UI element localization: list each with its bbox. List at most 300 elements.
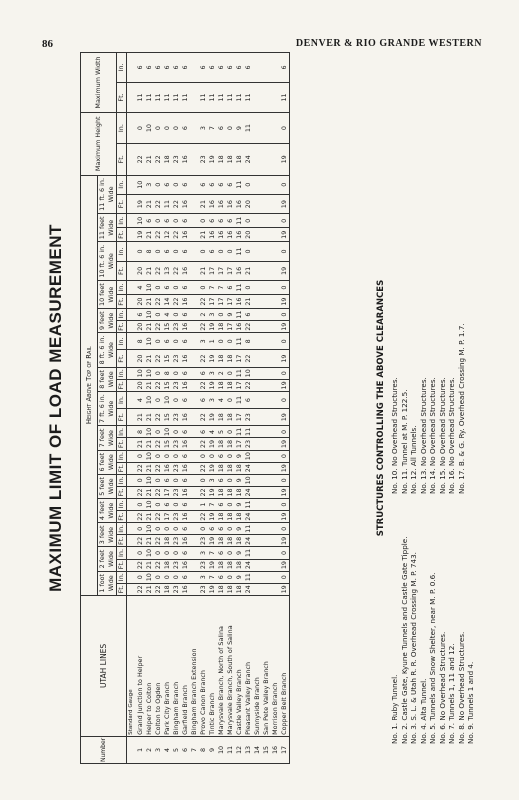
cell-ft: 19 — [208, 559, 217, 571]
cell-in: 6 — [181, 474, 190, 486]
structure-item: No. 8. No Overhead Structures. — [456, 631, 466, 744]
unit-in-header: In. — [117, 547, 127, 559]
cell-ft: 18 — [235, 511, 244, 523]
wide-label: Wide — [107, 400, 115, 417]
cell-in — [253, 499, 262, 511]
subheading-empty-cell — [127, 499, 137, 511]
cell-in: 6 — [163, 281, 172, 295]
cell-in: 10 — [145, 310, 153, 319]
cell-ft: 18 — [226, 438, 235, 450]
wide-label: Wide — [107, 551, 115, 568]
cell-ft: 22 — [154, 438, 163, 450]
height-column-header — [98, 367, 117, 391]
cell-in: 10 — [244, 369, 252, 378]
cell-in — [190, 309, 199, 321]
cell-in — [271, 333, 280, 350]
max-width-in: 6 — [244, 53, 253, 83]
cell-ft: 22 — [154, 194, 163, 213]
max-width-ft: 11 — [235, 82, 244, 112]
cell-ft: 16 — [226, 194, 235, 213]
cell-ft: 19 — [280, 462, 290, 474]
cell-ft: 18 — [217, 379, 226, 391]
row-number: 1 — [136, 736, 145, 763]
height-column-header — [98, 242, 117, 281]
max-width-in: 6 — [208, 53, 217, 83]
cell-ft: 21 — [136, 409, 145, 426]
cell-in — [271, 242, 280, 261]
subheading-empty-cell — [127, 535, 137, 547]
cell-in: 11 — [235, 391, 244, 408]
cell-ft — [253, 350, 262, 367]
cell-ft: 18 — [235, 559, 244, 571]
cell-ft — [190, 535, 199, 547]
table-row — [163, 53, 172, 764]
cell-ft — [271, 583, 280, 595]
cell-ft: 16 — [181, 535, 190, 547]
max-width-header: Maximum Width — [81, 53, 117, 113]
row-line-name: Helper to Colton — [145, 595, 154, 736]
cell-ft — [262, 295, 271, 309]
cell-in — [190, 333, 199, 350]
cell-ft — [253, 583, 262, 595]
wide-label: Wide — [107, 186, 115, 203]
cell-ft: 23 — [199, 583, 208, 595]
cell-in: 0 — [226, 571, 235, 583]
cell-ft: 22 — [199, 379, 208, 391]
cell-ft: 18 — [217, 409, 226, 426]
cell-ft: 22 — [199, 350, 208, 367]
standard-gauge-label: Standard Gauge — [127, 595, 137, 736]
cell-ft: 17 — [217, 295, 226, 309]
cell-in — [190, 474, 199, 486]
cell-in: 4 — [136, 391, 145, 408]
cell-in — [253, 175, 262, 194]
cell-ft: 16 — [208, 194, 217, 213]
cell-in: 6 — [217, 214, 226, 228]
cell-in: 9 — [235, 571, 244, 583]
cell-ft: 22 — [154, 535, 163, 547]
cell-in: 0 — [280, 523, 290, 535]
table-row — [253, 53, 262, 764]
max-width-ft — [253, 82, 262, 112]
cell-ft: 22 — [136, 511, 145, 523]
cell-ft: 21 — [145, 486, 154, 498]
cell-ft: 22 — [154, 583, 163, 595]
cell-in: 9 — [235, 474, 244, 486]
max-height-ft: 16 — [181, 144, 190, 175]
cell-ft — [253, 295, 262, 309]
cell-ft: 21 — [145, 194, 154, 213]
cell-ft: 19 — [208, 511, 217, 523]
structure-item: No. 6. No Overhead Structures. — [437, 631, 447, 744]
row-line-name: San Pete Valley Branch — [262, 595, 271, 736]
cell-ft: 18 — [235, 486, 244, 498]
unit-in-header: In. — [117, 175, 127, 194]
row-number: 5 — [172, 736, 181, 763]
cell-ft: 18 — [226, 511, 235, 523]
cell-in: 0 — [172, 333, 181, 350]
height-column-header — [98, 391, 117, 425]
cell-in: 6 — [163, 333, 172, 350]
cell-ft: 21 — [136, 438, 145, 450]
cell-ft: 16 — [217, 228, 226, 242]
wide-label: Wide — [107, 286, 115, 303]
cell-in: 6 — [217, 175, 226, 194]
cell-in: 6 — [217, 523, 226, 535]
structure-item: No. 2. Castle Gate, Kyune Tunnels and Castle Gate Tipple. — [399, 536, 409, 744]
cell-ft: 21 — [145, 511, 154, 523]
cell-in: 0 — [226, 391, 235, 408]
unit-ft-header: Ft. — [117, 488, 125, 497]
cell-in: 7 — [208, 499, 217, 511]
cell-in: 11 — [244, 548, 252, 558]
cell-in: 0 — [172, 450, 181, 462]
row-number: 12 — [235, 736, 244, 763]
max-height-in — [262, 113, 271, 144]
cell-in: 0 — [226, 333, 235, 350]
structure-item: No. 9. Tunnels 1 and 4. — [466, 661, 475, 744]
table-row — [172, 53, 181, 764]
cell-ft: 20 — [136, 261, 145, 280]
cell-in: 0 — [172, 175, 181, 194]
cell-ft: 22 — [136, 462, 145, 474]
cell-ft: 18 — [226, 559, 235, 571]
cell-in — [190, 499, 199, 511]
cell-ft: 17 — [208, 295, 217, 309]
cell-ft: 18 — [226, 486, 235, 498]
cell-ft — [253, 228, 262, 242]
cell-in: 4 — [217, 391, 226, 408]
cell-ft — [190, 559, 199, 571]
cell-in — [271, 175, 280, 194]
height-label: 4 feet — [98, 501, 106, 520]
cell-ft: 24 — [244, 583, 253, 595]
cell-in: 6 — [217, 450, 226, 462]
unit-in-header: In. — [117, 499, 127, 511]
max-width-ft: 11 — [154, 82, 163, 112]
cell-in: 0 — [154, 242, 163, 261]
height-column-header — [98, 499, 117, 523]
cell-in: 0 — [154, 571, 163, 583]
cell-in: 0 — [199, 214, 208, 228]
cell-ft — [253, 438, 262, 450]
cell-ft: 21 — [145, 350, 154, 367]
max-width-in: 6 — [154, 53, 163, 83]
cell-in: 0 — [154, 309, 163, 321]
max-width-ft — [190, 82, 199, 112]
cell-in: 0 — [163, 450, 172, 462]
cell-in — [262, 450, 271, 462]
cell-ft: 13 — [163, 261, 172, 280]
max-height-ft: 23 — [199, 144, 208, 175]
cell-ft: 18 — [217, 486, 226, 498]
cell-ft: 22 — [199, 409, 208, 426]
cell-in: 0 — [172, 242, 181, 261]
cell-ft — [190, 583, 199, 595]
unit-ft-header: Ft. — [117, 381, 125, 390]
cell-in: 6 — [199, 367, 208, 379]
cell-ft: 18 — [217, 583, 226, 595]
cell-in: 0 — [172, 426, 181, 438]
cell-in: 0 — [154, 214, 163, 228]
cell-ft: 19 — [208, 535, 217, 547]
height-column-header — [98, 571, 117, 595]
wide-label: Wide — [107, 502, 115, 519]
unit-ft-header: Ft. — [117, 350, 127, 367]
cell-in: 8 — [163, 367, 172, 379]
max-height-ft: 19 — [208, 144, 217, 175]
max-width-ft: 11 — [199, 82, 208, 112]
cell-ft: 16 — [235, 261, 244, 280]
cell-ft — [190, 194, 199, 213]
cell-in: 6 — [181, 242, 190, 261]
cell-ft: 24 — [244, 535, 253, 547]
height-column-header — [98, 309, 117, 333]
cell-in: 0 — [172, 571, 181, 583]
cell-in: 0 — [163, 547, 172, 559]
cell-ft: 19 — [208, 486, 217, 498]
cell-ft: 16 — [235, 194, 244, 213]
cell-in — [190, 391, 199, 408]
cell-ft: 22 — [244, 350, 253, 367]
cell-in: 6 — [208, 523, 217, 535]
cell-in: 11 — [244, 500, 252, 509]
cell-ft: 15 — [163, 438, 172, 450]
cell-ft: 21 — [145, 535, 154, 547]
wide-label: Wide — [107, 342, 115, 358]
cell-in: 0 — [226, 523, 235, 535]
cell-ft — [190, 409, 199, 426]
cell-ft: 17 — [163, 511, 172, 523]
cell-ft: 22 — [172, 228, 181, 242]
cell-in: 6 — [163, 474, 172, 486]
max-width-in: 6 — [181, 53, 190, 83]
cell-ft: 22 — [199, 511, 208, 523]
cell-ft: 22 — [199, 438, 208, 450]
cell-in: 6 — [244, 391, 253, 408]
cell-in — [253, 333, 262, 350]
row-line-name: Park City Branch — [163, 595, 172, 736]
cell-in: 11 — [235, 214, 244, 228]
max-width-in — [190, 53, 199, 83]
max-width-in: 6 — [163, 53, 172, 83]
cell-in — [262, 333, 271, 350]
cell-in — [253, 214, 262, 228]
cell-in: 0 — [172, 523, 181, 535]
cell-in: 0 — [226, 242, 235, 261]
cell-ft: 16 — [235, 321, 244, 333]
cell-ft — [271, 379, 280, 391]
cell-in: 0 — [136, 450, 145, 462]
cell-in: 0 — [280, 499, 290, 511]
cell-in — [271, 391, 280, 408]
cell-in: 0 — [226, 450, 235, 462]
cell-in: 6 — [163, 175, 172, 194]
cell-in: 0 — [172, 391, 181, 408]
cell-ft — [253, 535, 262, 547]
cell-ft: 18 — [217, 350, 226, 367]
cell-in: 11 — [235, 427, 243, 436]
cell-ft: 19 — [280, 583, 290, 595]
cell-in: 8 — [145, 242, 154, 261]
cell-ft: 21 — [145, 321, 154, 333]
structures-column-2 — [390, 264, 476, 494]
table-row — [181, 53, 190, 764]
cell-in — [271, 426, 280, 438]
cell-in: 0 — [154, 333, 163, 350]
row-number: 9 — [208, 736, 217, 763]
cell-in: 10 — [163, 391, 172, 408]
cell-ft: 22 — [172, 295, 181, 309]
cell-in: 0 — [280, 474, 290, 486]
height-label: 7 ft. 6 in. — [98, 394, 106, 424]
subheading-empty-cell — [127, 391, 137, 408]
cell-ft — [190, 438, 199, 450]
cell-ft: 22 — [154, 486, 163, 498]
cell-ft: 21 — [244, 295, 253, 309]
cell-in: 0 — [280, 242, 290, 261]
cell-ft: 21 — [145, 261, 154, 280]
unit-in-header: In. — [117, 523, 127, 535]
subheading-empty-cell — [127, 350, 137, 367]
cell-ft: 19 — [208, 583, 217, 595]
max-width-ft: 11 — [172, 82, 181, 112]
row-number: 11 — [226, 736, 235, 763]
cell-in: 0 — [280, 175, 290, 194]
structure-item: No. 4. Alta Tunnel. — [418, 678, 428, 744]
cell-in: 6 — [199, 391, 208, 408]
cell-ft — [262, 535, 271, 547]
cell-ft — [271, 321, 280, 333]
subheading-empty-cell — [127, 474, 137, 486]
cell-ft: 16 — [217, 194, 226, 213]
unit-ft-header: Ft. — [117, 322, 125, 331]
cell-in — [253, 367, 262, 379]
cell-ft: 22 — [154, 261, 163, 280]
unit-in-header: In. — [117, 333, 127, 350]
cell-ft: 19 — [280, 438, 290, 450]
cell-in: 0 — [208, 450, 217, 462]
cell-in: 0 — [199, 523, 208, 535]
cell-ft: 19 — [208, 321, 217, 333]
cell-in: 6 — [181, 367, 190, 379]
cell-ft: 19 — [208, 462, 217, 474]
cell-in: 0 — [280, 450, 290, 462]
unit-in-header: In. — [117, 391, 127, 408]
cell-ft: 17 — [226, 321, 235, 333]
max-height-in: 6 — [181, 113, 190, 144]
cell-ft — [253, 409, 262, 426]
cell-ft — [271, 438, 280, 450]
cell-ft — [253, 462, 262, 474]
cell-in: 0 — [280, 391, 290, 408]
cell-ft: 18 — [235, 583, 244, 595]
cell-in: 9 — [235, 499, 244, 511]
cell-ft — [253, 511, 262, 523]
cell-ft: 23 — [172, 379, 181, 391]
cell-in — [190, 175, 199, 194]
cell-ft: 19 — [136, 194, 145, 213]
cell-ft — [271, 559, 280, 571]
wide-label: Wide — [107, 454, 115, 471]
cell-ft — [262, 321, 271, 333]
cell-in: 9 — [235, 450, 244, 462]
cell-in: 6 — [181, 499, 190, 511]
structure-item: No. 5. Tunnels and Snow Shelter, near M. P. 0.6. — [428, 572, 437, 744]
max-height-in — [271, 113, 280, 144]
cell-in — [262, 523, 271, 535]
cell-in: 10 — [145, 333, 154, 350]
cell-in: 0 — [136, 242, 145, 261]
cell-in: 0 — [244, 281, 253, 295]
max-height-ft: 22 — [154, 144, 163, 175]
cell-in: 6 — [181, 175, 190, 194]
cell-in: 6 — [199, 175, 208, 194]
cell-in: 0 — [154, 426, 163, 438]
cell-in: 9 — [235, 547, 244, 559]
max-height-ft — [253, 144, 262, 175]
cell-ft — [262, 194, 271, 213]
cell-in: 6 — [199, 426, 208, 438]
cell-in: 6 — [181, 426, 190, 438]
cell-in: 10 — [163, 427, 171, 436]
max-width-in: 6 — [235, 53, 244, 83]
cell-in: 0 — [280, 426, 290, 438]
cell-in — [190, 367, 199, 379]
cell-in: 10 — [145, 476, 153, 485]
cell-ft: 23 — [172, 462, 181, 474]
unit-ft-header: Ft. — [117, 409, 127, 426]
cell-ft: 16 — [181, 321, 190, 333]
cell-ft: 19 — [280, 321, 290, 333]
cell-in — [253, 242, 262, 261]
table-row — [208, 53, 217, 764]
height-label: 2 feet — [98, 549, 106, 569]
height-label: 10 feet — [98, 283, 106, 306]
height-label: 1 foot — [98, 573, 106, 593]
cell-in: 0 — [172, 474, 181, 486]
cell-in — [190, 523, 199, 535]
cell-in — [271, 571, 280, 583]
cell-in: 0 — [199, 474, 208, 486]
cell-ft: 17 — [235, 350, 244, 367]
cell-ft: 22 — [172, 194, 181, 213]
cell-in: 0 — [280, 333, 290, 350]
cell-ft — [271, 295, 280, 309]
cell-ft: 19 — [208, 409, 217, 426]
cell-in: 8 — [244, 333, 253, 350]
cell-in: 6 — [163, 242, 172, 261]
row-line-name: Marysvale Branch, South of Salina — [226, 595, 235, 736]
cell-in: 6 — [181, 523, 190, 535]
cell-ft: 19 — [280, 535, 290, 547]
max-height-header: Maximum Height — [81, 113, 117, 175]
cell-ft: 19 — [280, 228, 290, 242]
cell-in — [253, 523, 262, 535]
cell-ft: 19 — [208, 350, 217, 367]
cell-in — [262, 281, 271, 295]
cell-in: 10 — [136, 369, 144, 378]
cell-in: 6 — [226, 214, 235, 228]
cell-in — [271, 474, 280, 486]
table-row — [244, 53, 253, 764]
structure-item: No. 1. Ruby Tunnel. — [390, 674, 399, 744]
max-width-ft: 11 — [244, 82, 253, 112]
max-width-in: 6 — [136, 53, 145, 83]
cell-in — [262, 547, 271, 559]
unit-ft-header: Ft. — [117, 194, 127, 213]
unit-in-header: In. — [117, 426, 127, 438]
